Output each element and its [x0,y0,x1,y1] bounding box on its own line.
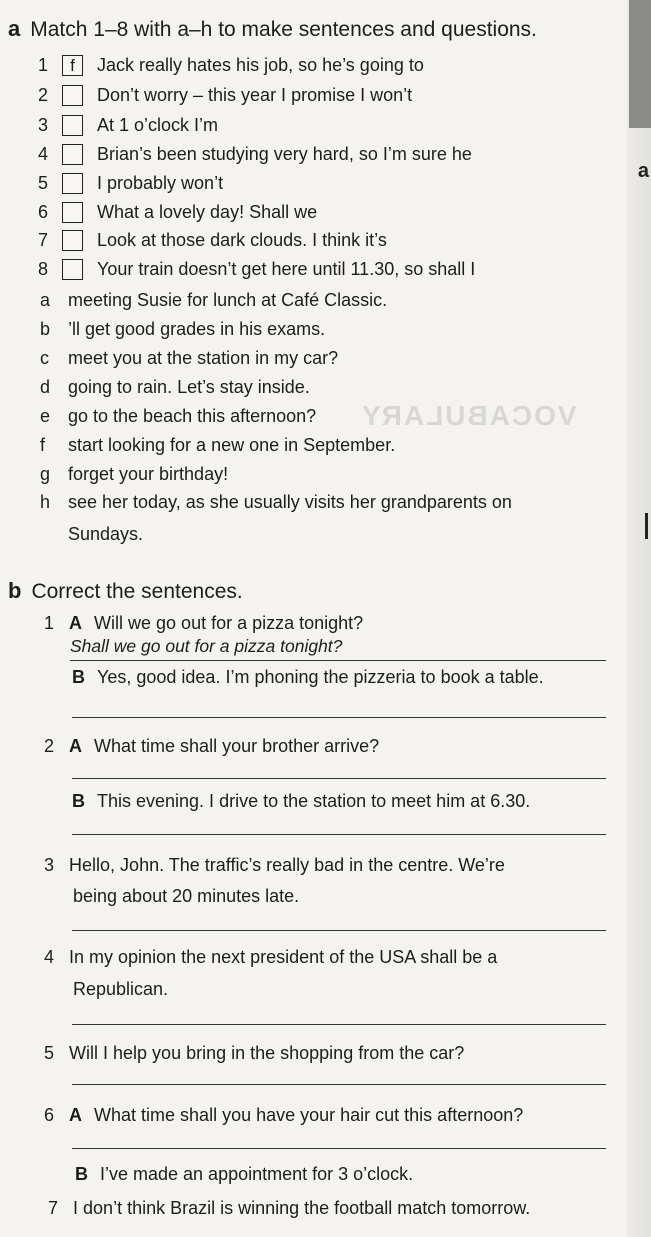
question-6-a [44,1105,523,1126]
match-item-7 [38,228,387,252]
speaker-b: B [72,791,85,811]
ending-text: see her today, as she usually visits her grandparents on [68,492,512,512]
match-item-2 [38,83,412,107]
answer-line-6a[interactable] [72,1124,606,1149]
item-text: Brian’s been studying very hard, so I’m sure he [97,143,472,164]
answer-line-3[interactable] [72,906,606,931]
question-text: I’ve made an appointment for 3 o’clock. [100,1164,414,1184]
margin-mark [645,513,648,539]
answer-box-6[interactable] [62,202,83,223]
question-text: Will we go out for a pizza tonight? [94,613,364,633]
question-number: 7 [48,1198,59,1218]
ending-letter: b [40,319,51,339]
question-1-b [72,667,544,688]
ending-c [40,342,338,374]
item-number: 1 [38,54,49,75]
item-text: Your train doesn’t get here until 11.30, so shall I [97,258,476,279]
ending-h [40,486,512,518]
ending-e [40,400,316,432]
speaker-b: B [75,1164,88,1184]
ending-text: go to the beach this afternoon? [68,406,317,426]
answer-line-5[interactable] [72,1060,606,1085]
section-a-letter: a [8,16,21,41]
item-number: 4 [38,143,49,164]
item-text: Jack really hates his job, so he’s going to [97,54,424,75]
match-item-4 [38,142,472,166]
ending-a [40,284,387,316]
ending-text: ’ll get good grades in his exams. [68,319,326,339]
ending-letter: e [40,406,51,426]
match-item-1 [38,53,424,77]
question-text: What time shall your brother arrive? [94,736,380,756]
ending-letter: h [40,492,51,512]
item-number: 5 [38,172,49,193]
match-item-5 [38,171,223,195]
question-text: Will I help you bring in the shopping from the car? [69,1043,465,1063]
ending-letter: a [40,290,51,310]
question-text: Yes, good idea. I’m phoning the pizzeria to book a table. [97,667,544,687]
item-number: 2 [38,84,49,105]
item-text: What a lovely day! Shall we [97,201,318,222]
item-text: Don’t worry – this year I promise I won’t [97,84,413,105]
item-number: 8 [38,258,49,279]
ending-h-continuation: Sundays. [68,524,144,544]
item-number: 6 [38,201,49,222]
answer-line-2a[interactable] [72,754,606,779]
section-a-instruction: Match 1–8 with a–h to make sentences and questions. [30,18,537,41]
question-3-line2: being about 20 minutes late. [73,886,300,906]
ending-letter: d [40,377,51,397]
ending-d [40,371,310,403]
ending-text: meet you at the station in my car? [68,348,339,368]
question-number: 1 [44,613,55,633]
question-text: Hello, John. The traffic’s really bad in the centre. We’re [69,855,505,875]
ending-text: start looking for a new one in September. [68,435,396,455]
match-item-3 [38,113,218,137]
question-2-b [72,791,530,812]
question-7 [48,1198,530,1219]
question-text: I don’t think Brazil is winning the football match tomorrow. [73,1198,531,1218]
item-text: I probably won’t [97,172,224,193]
answer-box-1[interactable]: f [62,55,83,76]
question-text: In my opinion the next president of the USA shall be a [69,947,498,967]
match-item-8 [38,257,475,281]
section-b-letter: b [8,578,22,603]
question-text: What time shall you have your hair cut this afternoon? [94,1105,524,1125]
question-number: 3 [44,855,55,875]
section-a-heading [8,16,537,42]
speaker-a: A [69,1105,83,1125]
question-text: This evening. I drive to the station to meet him at 6.30. [97,791,531,811]
ending-f [40,429,395,461]
answer-line-4[interactable] [72,1000,606,1025]
answer-box-5[interactable] [62,173,83,194]
question-4-line2: Republican. [73,979,169,999]
bleed-through-heading: VOCABULARY [360,400,577,431]
ending-letter: g [40,464,51,484]
ending-text: forget your birthday! [68,464,229,484]
page-edge-shadow [629,0,651,128]
ending-b [40,313,325,345]
answer-line-1a[interactable]: Shall we go out for a pizza tonight? [70,636,606,661]
section-b-instruction: Correct the sentences. [31,580,243,603]
item-text: At 1 o’clock I’m [97,114,219,135]
question-4 [44,947,497,968]
ending-text: going to rain. Let’s stay inside. [68,377,310,397]
speaker-a: A [69,613,83,633]
ending-letter: f [40,435,46,455]
answer-box-2[interactable] [62,85,83,106]
margin-letter-a: a [637,160,649,182]
question-number: 4 [44,947,55,967]
adjacent-page-edge [627,0,651,1237]
speaker-b: B [72,667,85,687]
answer-line-1b[interactable] [72,693,606,718]
answer-box-4[interactable] [62,144,83,165]
question-number: 5 [44,1043,55,1063]
section-b-heading [8,578,243,604]
answer-line-2b[interactable] [72,810,606,835]
item-text: Look at those dark clouds. I think it’s [97,229,387,250]
answer-box-3[interactable] [62,115,83,136]
item-number: 7 [38,229,49,250]
ending-letter: c [40,348,49,368]
question-6-b [75,1164,413,1185]
match-item-6 [38,200,317,224]
question-1-a [44,613,363,634]
question-number: 2 [44,736,55,756]
answer-box-8[interactable] [62,259,83,280]
question-3 [44,855,505,876]
ending-text: meeting Susie for lunch at Café Classic. [68,290,388,310]
speaker-a: A [69,736,83,756]
answer-box-7[interactable] [62,230,83,251]
item-number: 3 [38,114,49,135]
question-number: 6 [44,1105,55,1125]
